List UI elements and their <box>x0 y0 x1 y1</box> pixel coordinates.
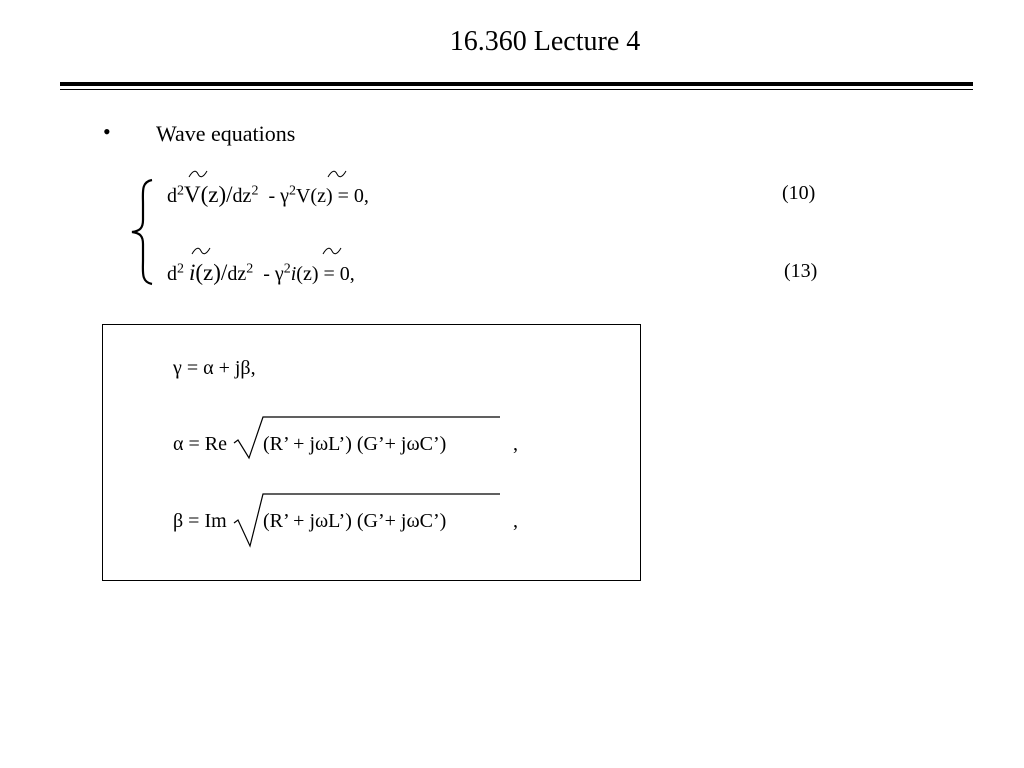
phasor-i: i <box>189 260 196 285</box>
title-rule-thin <box>60 89 973 90</box>
phasor-v: V <box>184 182 201 207</box>
phasor-v: V <box>295 185 311 207</box>
tilde-mark <box>321 245 343 257</box>
left-brace-icon <box>128 178 158 286</box>
alpha-definition-suffix: , <box>513 433 518 455</box>
phasor-i: i <box>290 263 297 285</box>
tilde-mark <box>326 168 348 180</box>
tilde-mark <box>190 245 212 257</box>
alpha-definition-prefix: α = Re <box>173 433 227 455</box>
bullet-text: Wave equations <box>156 121 296 146</box>
title-rule-thick <box>60 82 973 86</box>
gamma-definition: γ = α + jβ, <box>173 357 256 379</box>
equation-number-10: (10) <box>782 182 816 204</box>
equation-number-13: (13) <box>784 260 818 282</box>
bullet-marker: • <box>103 119 111 144</box>
beta-definition-prefix: β = Im <box>173 510 227 532</box>
equation-13: $d^2$ $i(z)/dz^2 - \gamma^2i(z) = 0$, <box>167 260 355 285</box>
equation-10: $d^2V(z)/dz^2 - \gamma^2V(z) = 0$, <box>167 182 369 207</box>
beta-definition-suffix: , <box>513 510 518 532</box>
slide-title: 16.360 Lecture 4 <box>449 26 641 57</box>
tilde-mark <box>187 168 209 180</box>
beta-radicand: (R’ + jωL’) (G’+ jωC’) <box>263 510 447 532</box>
alpha-radicand: (R’ + jωL’) (G’+ jωC’) <box>263 433 447 455</box>
